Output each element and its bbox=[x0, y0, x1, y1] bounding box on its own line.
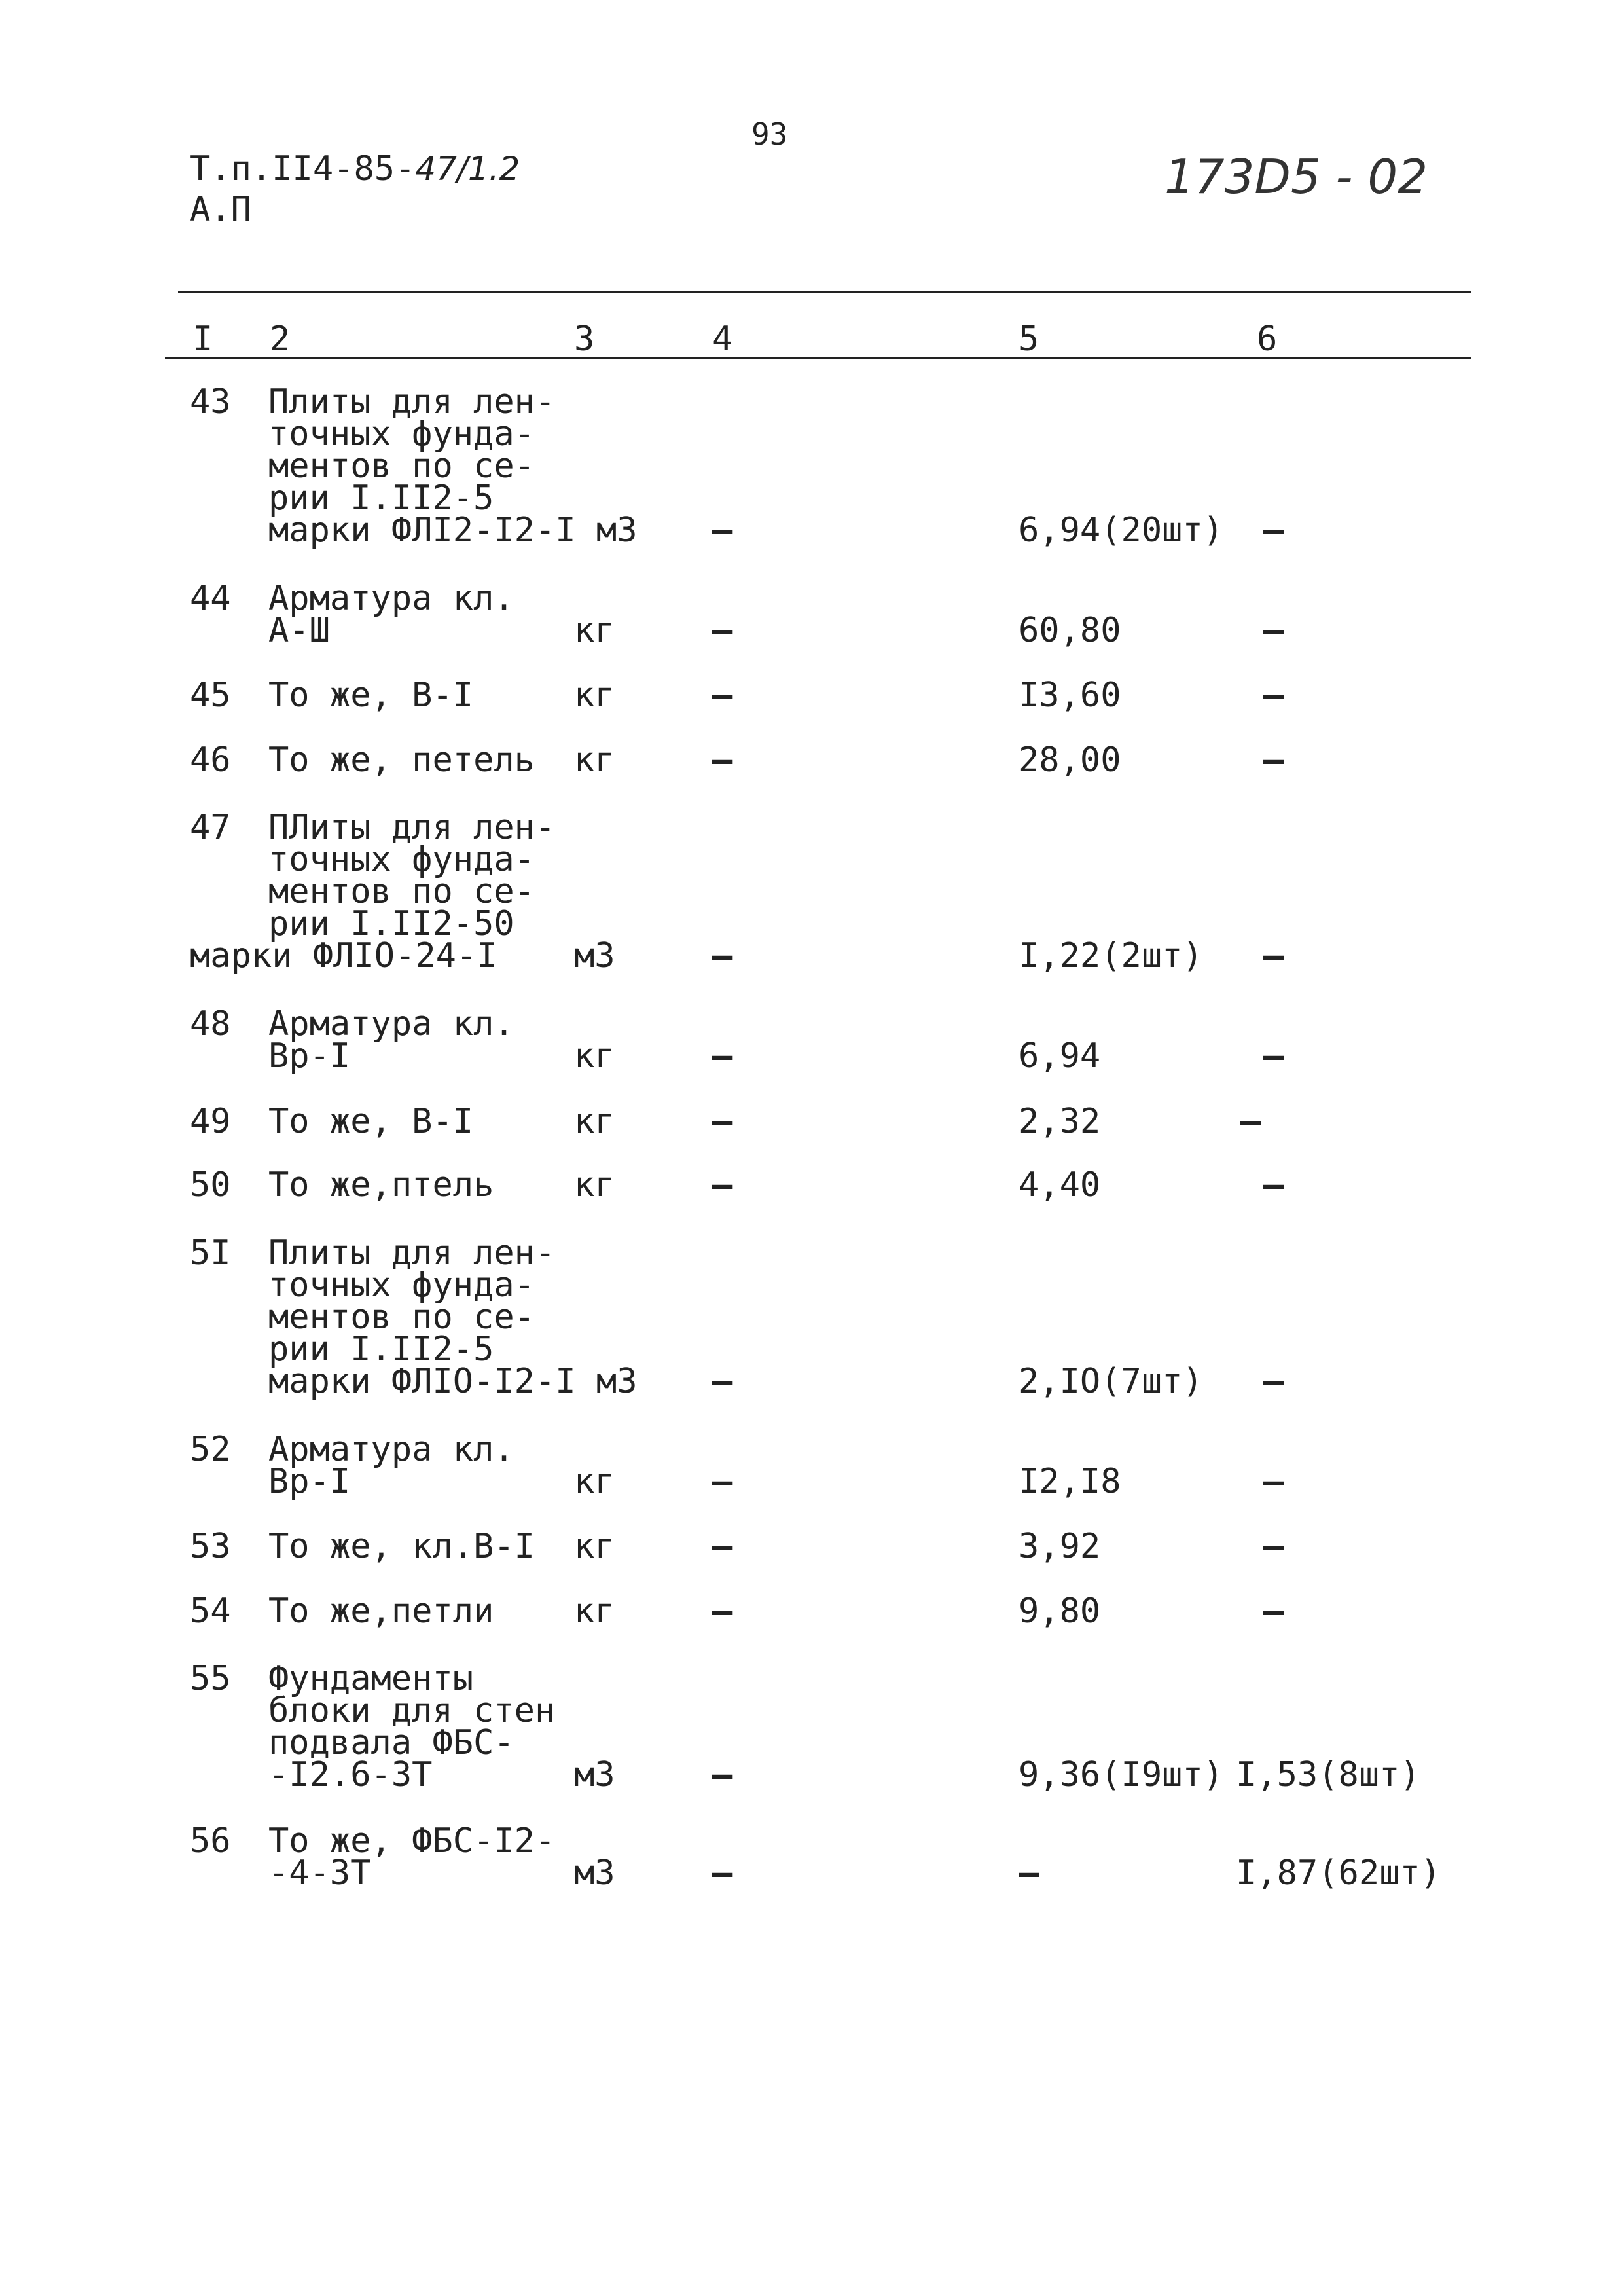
row-col4: – bbox=[712, 676, 733, 715]
row-unit: м3 bbox=[574, 936, 615, 975]
row-number: 45 bbox=[190, 676, 231, 715]
row-number: 56 bbox=[190, 1821, 231, 1861]
document-code-typed: Т.п.II4-85- bbox=[190, 149, 416, 189]
column-header-6: 6 bbox=[1257, 319, 1278, 359]
row-number: 50 bbox=[190, 1165, 231, 1205]
row-description: То же, В-I bbox=[268, 676, 474, 715]
row-col6: – bbox=[1263, 1362, 1284, 1401]
row-description: То же, В-I bbox=[268, 1102, 474, 1141]
row-description: Фундаменты блоки для стен подвала ФБС- -I2.6-3Т bbox=[268, 1659, 556, 1795]
row-col6: – bbox=[1263, 1462, 1284, 1501]
row-col5: 60,80 bbox=[1019, 611, 1121, 650]
column-header-1: I bbox=[192, 319, 213, 359]
row-number: 48 bbox=[190, 1004, 231, 1044]
row-unit: кг bbox=[574, 1527, 615, 1566]
row-description: То же,петли bbox=[268, 1592, 494, 1631]
row-col4: – bbox=[712, 1755, 733, 1795]
document-code bbox=[190, 151, 520, 187]
row-description: То же,птель bbox=[268, 1165, 494, 1205]
row-number: 5I bbox=[190, 1233, 231, 1273]
row-description: Арматура кл. А-Ш bbox=[268, 579, 514, 650]
row-unit: кг bbox=[574, 611, 615, 650]
column-header-3: 3 bbox=[574, 319, 595, 359]
column-header-4: 4 bbox=[712, 319, 733, 359]
row-number: 46 bbox=[190, 740, 231, 780]
row-col5: 3,92 bbox=[1019, 1527, 1101, 1566]
row-col6: – bbox=[1263, 936, 1284, 975]
row-col5: – bbox=[1019, 1853, 1039, 1893]
row-col6: – bbox=[1263, 676, 1284, 715]
row-unit: кг bbox=[574, 1102, 615, 1141]
row-col5: 6,94 bbox=[1019, 1036, 1101, 1076]
row-number: 52 bbox=[190, 1430, 231, 1469]
row-number: 47 bbox=[190, 808, 231, 847]
row-col4: – bbox=[712, 1102, 733, 1141]
document-code-handwritten: 47/1.2 bbox=[415, 150, 520, 188]
column-header-2: 2 bbox=[270, 319, 291, 359]
table-header bbox=[0, 319, 1624, 359]
row-col6: I,87(62шт) bbox=[1236, 1853, 1441, 1893]
row-col5: I,22(2шт) bbox=[1019, 936, 1203, 975]
row-number: 55 bbox=[190, 1659, 231, 1698]
table-top-rule bbox=[178, 291, 1471, 293]
row-description: ПЛиты для лен- точных фунда- ментов по се- рии I.II2-50 bbox=[268, 808, 556, 943]
row-col4: – bbox=[712, 1853, 733, 1893]
row-description: Арматура кл. Вр-I bbox=[268, 1430, 514, 1501]
row-description: То же, кл.В-I bbox=[268, 1527, 535, 1566]
row-col6: – bbox=[1240, 1102, 1261, 1141]
row-col4: – bbox=[712, 1165, 733, 1205]
row-unit: кг bbox=[574, 1592, 615, 1631]
row-col6: – bbox=[1263, 1527, 1284, 1566]
row-unit: кг bbox=[574, 1036, 615, 1076]
row-description: То же, ФБС-I2- -4-3Т bbox=[268, 1821, 556, 1893]
row-number: 53 bbox=[190, 1527, 231, 1566]
row-number: 49 bbox=[190, 1102, 231, 1141]
archive-number: 173D5 - 02 bbox=[1164, 149, 1428, 204]
row-unit: кг bbox=[574, 740, 615, 780]
row-col4: – bbox=[712, 1592, 733, 1631]
row-col5: 4,40 bbox=[1019, 1165, 1101, 1205]
row-unit: кг bbox=[574, 1462, 615, 1501]
row-number: 44 bbox=[190, 579, 231, 618]
row-col4: – bbox=[712, 1527, 733, 1566]
page-number: 93 bbox=[751, 117, 788, 152]
row-unit: кг bbox=[574, 1165, 615, 1205]
row-number: 54 bbox=[190, 1592, 231, 1631]
row-unit: м3 bbox=[574, 1853, 615, 1893]
row-number: 43 bbox=[190, 382, 231, 422]
row-col4: – bbox=[712, 1462, 733, 1501]
document-section: А.П bbox=[190, 190, 251, 229]
row-col6: I,53(8шт) bbox=[1236, 1755, 1420, 1795]
row-unit: кг bbox=[574, 676, 615, 715]
row-col4: – bbox=[712, 1036, 733, 1076]
row-col5: 6,94(20шт) bbox=[1019, 511, 1224, 550]
row-col6: – bbox=[1263, 1592, 1284, 1631]
row-col6: – bbox=[1263, 611, 1284, 650]
row-description: То же, петель bbox=[268, 740, 535, 780]
row-col6: – bbox=[1263, 740, 1284, 780]
row-col5: 2,IO(7шт) bbox=[1019, 1362, 1203, 1401]
row-description: Плиты для лен- точных фунда- ментов по се- рии I.II2-5 марки ФЛI2-I2-I м3 bbox=[268, 382, 638, 550]
row-col4: – bbox=[712, 611, 733, 650]
column-header-5: 5 bbox=[1019, 319, 1039, 359]
row-col4: – bbox=[712, 936, 733, 975]
row-description-tail: марки ФЛIО-24-I bbox=[190, 936, 497, 975]
row-col6: – bbox=[1263, 511, 1284, 550]
row-unit: м3 bbox=[574, 1755, 615, 1795]
row-col6: – bbox=[1263, 1165, 1284, 1205]
row-col6: – bbox=[1263, 1036, 1284, 1076]
row-col5: 9,36(I9шт) bbox=[1019, 1755, 1224, 1795]
row-col5: 2,32 bbox=[1019, 1102, 1101, 1141]
row-description: Плиты для лен- точных фунда- ментов по се- рии I.II2-5 марки ФЛIО-I2-I м3 bbox=[268, 1233, 638, 1401]
row-col5: I3,60 bbox=[1019, 676, 1121, 715]
row-col5: 28,00 bbox=[1019, 740, 1121, 780]
row-col5: I2,I8 bbox=[1019, 1462, 1121, 1501]
row-col4: – bbox=[712, 740, 733, 780]
row-col4: – bbox=[712, 1362, 733, 1401]
row-col5: 9,80 bbox=[1019, 1592, 1101, 1631]
row-col4: – bbox=[712, 511, 733, 550]
row-description: Арматура кл. Вр-I bbox=[268, 1004, 514, 1076]
